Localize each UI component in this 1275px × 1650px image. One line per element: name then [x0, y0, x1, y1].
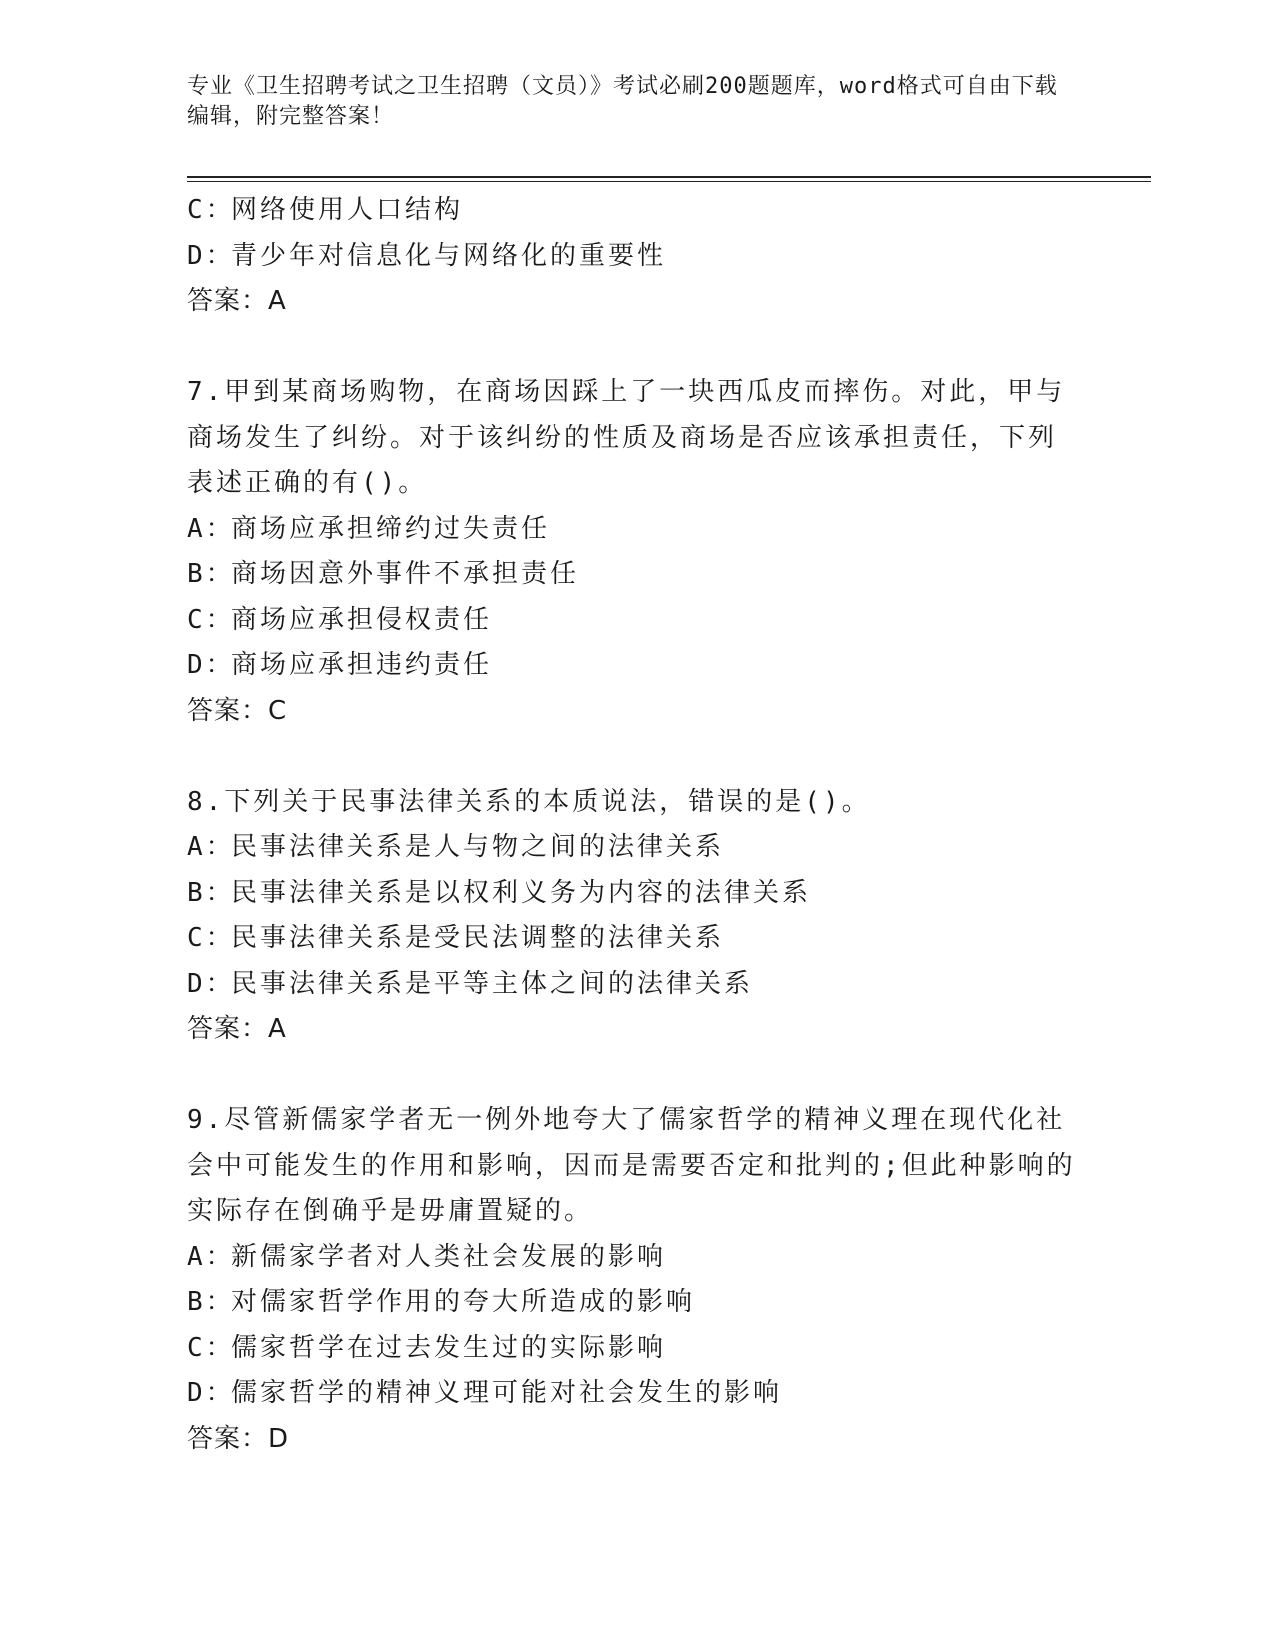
option-text: 对儒家哲学作用的夸大所造成的影响 — [231, 1287, 696, 1317]
question-8 — [187, 780, 1087, 1053]
option-line — [187, 598, 1087, 644]
option-line — [187, 962, 1087, 1008]
question-stem-line: 实际存在倒确乎是毋庸置疑的。 — [187, 1196, 594, 1226]
question-stem-line: 7.甲到某商场购物，在商场因踩上了一块西瓜皮而摔伤。对此，甲与 — [187, 377, 1066, 407]
option-key: B： — [187, 1287, 235, 1317]
option-text: 青少年对信息化与网络化的重要性 — [231, 240, 667, 271]
question-content — [187, 188, 1087, 1462]
option-key: C： — [187, 195, 235, 225]
option-text: 商场应承担侵权责任 — [231, 604, 493, 635]
question-stem-line: 表述正确的有()。 — [187, 468, 428, 498]
header-divider-thin — [187, 181, 1151, 182]
option-text: 商场应承担缔约过失责任 — [231, 513, 551, 544]
document-header — [187, 72, 1067, 132]
option-text: 民事法律关系是平等主体之间的法律关系 — [231, 968, 754, 999]
option-line — [187, 234, 1087, 280]
option-line — [187, 1326, 1087, 1372]
option-text: 商场因意外事件不承担责任 — [231, 559, 580, 589]
option-key: C： — [187, 1332, 235, 1363]
option-line — [187, 871, 1087, 917]
option-line — [187, 1235, 1087, 1281]
option-line — [187, 916, 1087, 962]
option-line — [187, 1371, 1087, 1417]
option-text: 儒家哲学在过去发生过的实际影响 — [231, 1332, 667, 1363]
question-9 — [187, 1098, 1087, 1462]
option-line — [187, 507, 1087, 553]
option-line — [187, 825, 1087, 871]
option-text: 新儒家学者对人类社会发展的影响 — [231, 1241, 667, 1272]
previous-question-tail — [187, 188, 1087, 325]
option-line — [187, 643, 1087, 689]
option-key: D： — [187, 240, 235, 271]
header-divider-thick — [187, 176, 1151, 178]
option-key: C： — [187, 604, 235, 635]
option-key: C： — [187, 923, 235, 953]
option-text: 网络使用人口结构 — [231, 195, 464, 225]
question-stem-line: 8.下列关于民事法律关系的本质说法，错误的是()。 — [187, 786, 871, 817]
option-key: B： — [187, 877, 235, 908]
option-key: D： — [187, 968, 235, 999]
question-stem-line: 会中可能发生的作用和影响，因而是需要否定和批判的;但此种影响的 — [187, 1150, 1076, 1181]
option-text: 民事法律关系是以权利义务为内容的法律关系 — [231, 877, 812, 908]
answer-line: 答案：A — [187, 286, 287, 316]
question-stem-line: 商场发生了纠纷。对于该纠纷的性质及商场是否应该承担责任，下列 — [187, 422, 1058, 453]
answer-line: 答案：C — [187, 695, 288, 726]
answer-line: 答案：D — [187, 1423, 290, 1454]
header-text: 专业《卫生招聘考试之卫生招聘（文员）》考试必刷200题题库，word格式可自由下载编辑，附完整答案！ — [187, 74, 1058, 129]
option-text: 民事法律关系是受民法调整的法律关系 — [231, 923, 725, 953]
option-text: 民事法律关系是人与物之间的法律关系 — [231, 832, 725, 862]
option-key: A： — [187, 513, 235, 544]
option-key: D： — [187, 650, 235, 680]
option-key: D： — [187, 1378, 235, 1408]
option-text: 商场应承担违约责任 — [231, 650, 493, 680]
spacer — [187, 1053, 1087, 1099]
spacer — [187, 734, 1087, 780]
option-key: A： — [187, 832, 235, 862]
option-key: B： — [187, 559, 235, 589]
option-text: 儒家哲学的精神义理可能对社会发生的影响 — [231, 1378, 783, 1408]
answer-line: 答案：A — [187, 1014, 287, 1044]
spacer — [187, 325, 1087, 371]
option-line — [187, 552, 1087, 598]
question-7 — [187, 370, 1087, 734]
option-line — [187, 1280, 1087, 1326]
option-line — [187, 188, 1087, 234]
option-key: A： — [187, 1241, 235, 1272]
question-stem-line: 9.尽管新儒家学者无一例外地夸大了儒家哲学的精神义理在现代化社 — [187, 1105, 1066, 1135]
